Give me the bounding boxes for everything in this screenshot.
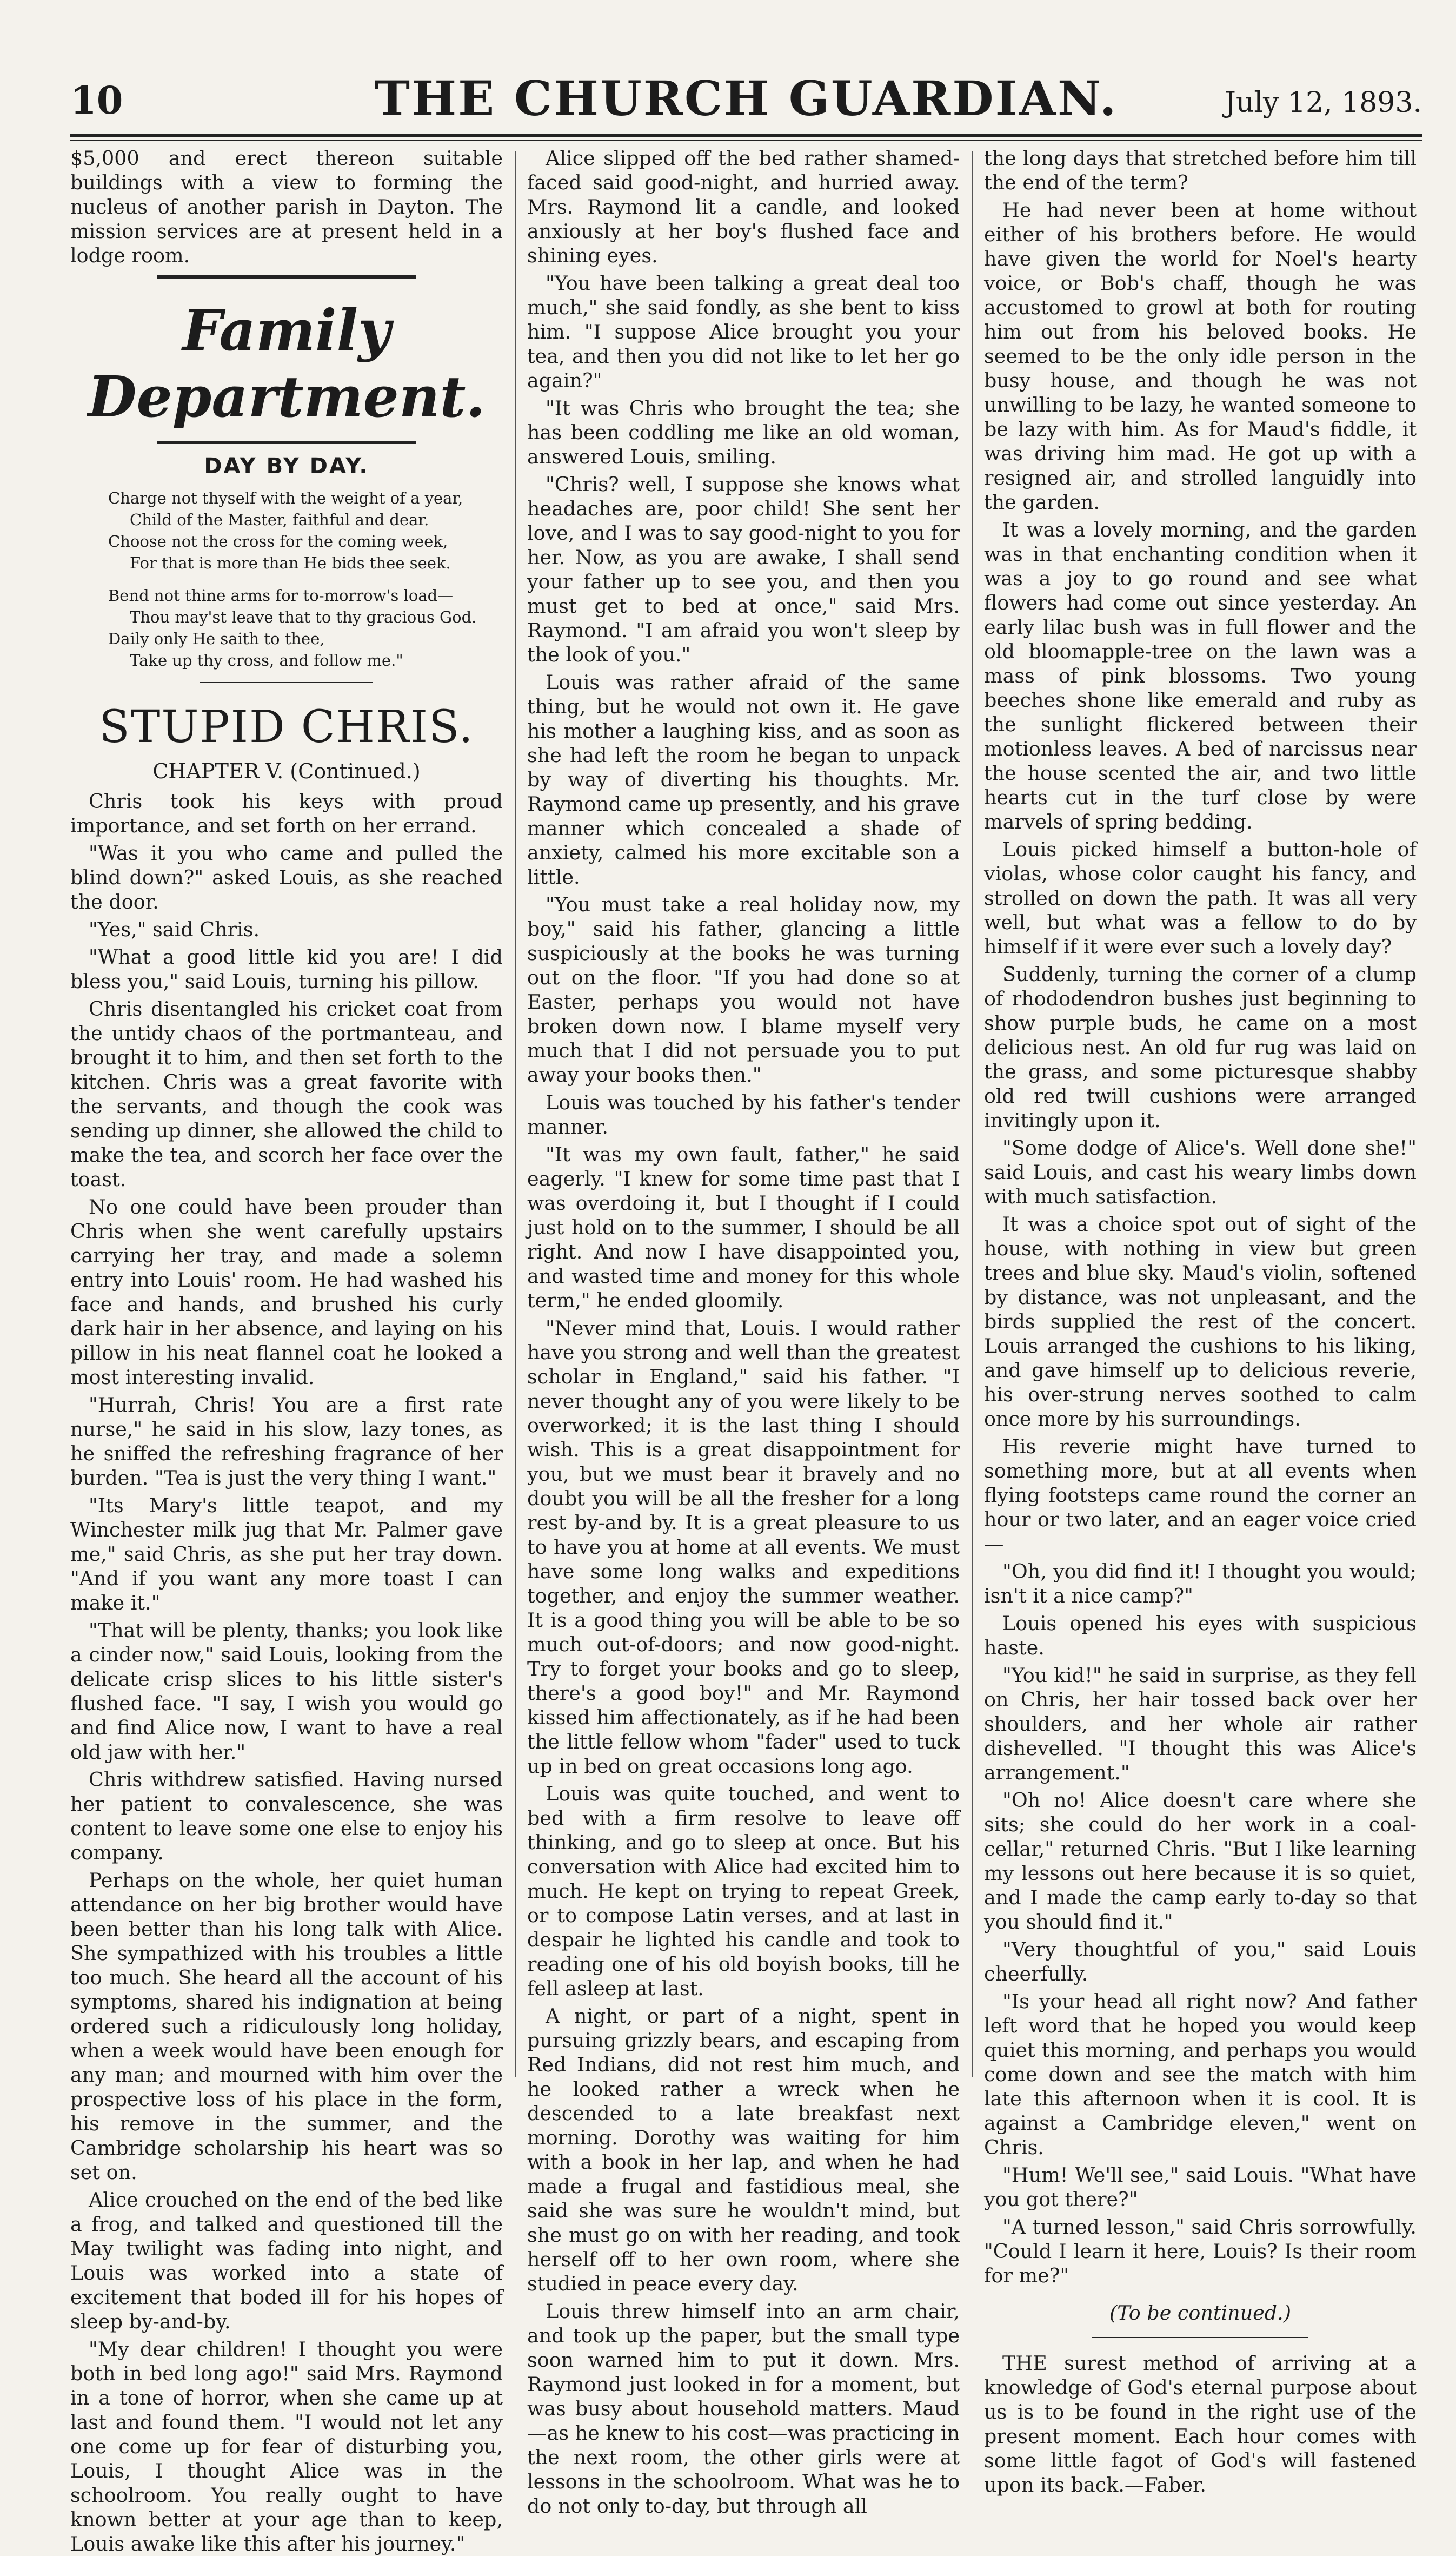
paragraph: Louis was quite touched, and went to bed with a firm resolve to leave off thinking, and go to sleep at once. But his conversation with Alice had excited him to much. He kept on trying to repeat Greek, or to compose Latin verses, and at last in despair he lighted his candle and took to reading one of his old boyish books, till he fell asleep at last. (527, 1782, 960, 2000)
paragraph: No one could have been prouder than Chris when she went carefully upstairs carrying her tray, and made a solemn entry into Louis' room. He had washed his face and hands, and brushed his curly dark hair in her absence, and laying on his pillow in his neat flannel coat he looked a most interesting invalid. (70, 1195, 503, 1389)
poem-stanza-1 (70, 487, 503, 574)
paragraph: "Its Mary's little teapot, and my Winchester milk jug that Mr. Palmer gave me," said Chris, as she put her tray down. "And if you want any more toast I can make it." (70, 1494, 503, 1614)
department-heading: Family Department. (88, 297, 486, 430)
paragraph: Louis was rather afraid of the same thing, but he would not own it. He gave his mother a laughing kiss, and as soon as she had left the room he began to unpack by way of diverting his thoughts. Mr. Raymond came up presently, and his grave manner which concealed a shade of anxiety, calmed his more excitable son a little. (527, 671, 960, 889)
paragraph: Suddenly, turning the corner of a clump of rhododendron bushes just beginning to show purple buds, he came on a most delicious nest. An old fur rug was laid on the grass, and some picturesque shabby old red twill cushions were arranged invitingly upon it. (984, 963, 1417, 1132)
paragraph: Perhaps on the whole, her quiet human attendance on her big brother would have been better than his long talk with Alice. She sympathized with his troubles a little too much. She heard all the account of his symptoms, shared his indignation at being ordered such a ridiculously long holiday, when a week would have been enough for any man; and mourned with him over the prospective loss of his place in the form, his remove in the summer, and the Cambridge scholarship his heart was so set on. (70, 1869, 503, 2184)
section-rule (1092, 2337, 1308, 2339)
paragraph: It was a lovely morning, and the garden was in that enchanting condition when it was a joy to go round and see what flowers had come out since yesterday. An early lilac bush was in full flower and the old bloomapple-tree on the lawn was a mass of pink blossoms. Two young beeches shone like emerald and ruby as the sunlight flickered between their motionless leaves. A bed of narcissus near the house scented the air, and two little hearts cut in the turf close by were marvels of spring bedding. (984, 518, 1417, 833)
poem-line: For that is more than He bids thee seek. (130, 554, 451, 572)
column-2 (527, 146, 960, 2518)
paragraph: A night, or part of a night, spent in pursuing grizzly bears, and escaping from Red Indians, did not rest him much, and he looked rather a wreck when he descended to a late breakfast next morning. Dorothy was waiting for him with a book in her lap, and when he had made a frugal and fastidious meal, she said she was sure he wouldn't mind, but she must go on with her reading, and took herself off to her own room, where she studied in peace every day. (527, 2004, 960, 2295)
paragraph: "Was it you who came and pulled the blind down?" asked Louis, as she reached the door. (70, 842, 503, 913)
poem-line: Thou may'st leave that to thy gracious God. (130, 608, 477, 626)
poem-line: Charge not thyself with the weight of a year, (108, 489, 463, 507)
page-number: 10 (70, 78, 123, 123)
paragraph: Chris took his keys with proud importance, and set forth on her errand. (70, 790, 503, 837)
issue-date: July 12, 1893. (1225, 87, 1422, 119)
paragraph: His reverie might have turned to something more, but at all events when flying footsteps came round the corner an hour or two later, and an eager voice cried— (984, 1435, 1417, 1555)
paragraph: He had never been at home without either of his brothers before. He would have given the world for Noel's hearty voice, or Bob's chaff, though he was accustomed to growl at both for routing him out from his beloved books. He seemed to be the only idle person in the busy house, and though he was not unwilling to be lazy, he wanted someone to be lazy with him. As for Maud's fiddle, it was driving him mad. He got up with a resigned air, and strolled languidly into the garden. (984, 198, 1417, 514)
paragraph: "Some dodge of Alice's. Well done she!" said Louis, and cast his weary limbs down with much satisfaction. (984, 1136, 1417, 1208)
paragraph: Alice crouched on the end of the bed like a frog, and talked and questioned till the May twilight was fading into night, and Louis was worked into a state of excitement that boded ill for his hopes of sleep by-and-by. (70, 2188, 503, 2333)
poem-line: Child of the Master, faithful and dear. (130, 511, 429, 529)
paragraph: "Hum! We'll see," said Louis. "What have you got there?" (984, 2163, 1417, 2211)
paragraph: "Hurrah, Chris! You are a first rate nurse," he said in his slow, lazy tones, as he sniffed the refreshing fragrance of her burden. "Tea is just the very thing I want." (70, 1393, 503, 1489)
poem-line: Choose not the cross for the coming week, (108, 532, 448, 551)
intro-paragraph: $5,000 and erect thereon suitable buildings with a view to forming the nucleus of another parish in Dayton. The mission services are at present held in a lodge room. (70, 147, 503, 267)
paragraph: "That will be plenty, thanks; you look like a cinder now," said Louis, looking from the delicate crisp slices to his little sister's flushed face. "I say, I wish you would go and find Alice now, I want to have a real old jaw with her." (70, 1619, 503, 1764)
paragraph: Louis threw himself into an arm chair, and took up the paper, but the small type soon warned him to put it down. Mrs. Raymond just looked in for a moment, but was busy about household matters. Maud—as he knew to his cost—was practicing in the next room, the other girls were at lessons in the schoolroom. What was he to do not only to-day, but through all (527, 2300, 960, 2518)
masthead-rule (70, 134, 1422, 137)
paragraph: "A turned lesson," said Chris sorrowfully. "Could I learn it here, Louis? Is their room for me?" (984, 2215, 1417, 2287)
story-title: STUPID CHRIS. (99, 701, 474, 753)
masthead (70, 70, 1422, 130)
paragraph: "Very thoughtful of you," said Louis cheerfully. (984, 1938, 1417, 1985)
masthead-rule-thin (70, 140, 1422, 141)
paragraph: "Oh no! Alice doesn't care where she sits; she could do her work in a coal-cellar," returned Chris. "But I like learning my lessons out here because it is so quiet, and I made the camp early to-day so that you should find it." (984, 1789, 1417, 1933)
to-be-continued: (To be continued.) (1109, 2301, 1291, 2325)
poem-line: Take up thy cross, and follow me." (130, 651, 403, 670)
poem-line: Bend not thine arms for to-morrow's load— (108, 586, 454, 605)
paragraph: "You have been talking a great deal too much," she said fondly, as she bent to kiss him. "I suppose Alice brought you your tea, and then you did not like to let her go again?" (527, 272, 960, 392)
column-1 (70, 146, 503, 2555)
paragraph: Louis opened his eyes with suspicious haste. (984, 1612, 1417, 1659)
paragraph: Chris withdrew satisfied. Having nursed her patient to convalescence, she was content to leave some one else to enjoy his company. (70, 1768, 503, 1864)
paragraph: "You kid!" he said in surprise, as they fell on Chris, her hair tossed back over her shoulders, and her whole air rather dishevelled. "I thought this was Alice's arrangement." (984, 1664, 1417, 1784)
story-body-col1 (70, 789, 503, 2556)
paragraph: "Oh, you did find it! I thought you would; isn't it a nice camp?" (984, 1560, 1417, 1607)
paragraph: Louis was touched by his father's tender manner. (527, 1091, 960, 1138)
paragraph: It was a choice spot out of sight of the house, with nothing in view but green trees and blue sky. Maud's violin, softened by distance, was not unpleasant, and the birds supplied the rest of the concert. Louis arranged the cushions to his liking, and gave himself up to delicious reverie, his over-strung nerves soothed to calm once more by his surroundings. (984, 1213, 1417, 1431)
paragraph: "Chris? well, I suppose she knows what headaches are, poor child! She sent her love, and I was to say good-night to you for her. Now, as you are awake, I shall send your father up to see you, and then you must get to bed at once," said Mrs. Raymond. "I am afraid you won't sleep by the look of you." (527, 473, 960, 666)
paragraph: Alice slipped off the bed rather shamed-faced said good-night, and hurried away. Mrs. Raymond lit a candle, and looked anxiously at her boy's flushed face and shining eyes. (527, 147, 960, 267)
paragraph: "What a good little kid you are! I did bless you," said Louis, turning his pillow. (70, 945, 503, 993)
poem-title: DAY BY DAY. (204, 454, 369, 479)
chapter-heading: CHAPTER V. (Continued.) (152, 759, 421, 783)
paragraph: "My dear children! I thought you were both in bed long ago!" said Mrs. Raymond in a tone of horror, when she came up at last and found them. "I would not let any one come up for fear of disturbing you, Louis, I thought Alice was in the schoolroom. You really ought to have known better at your age than to keep, Louis awake like this after his journey." (70, 2338, 503, 2555)
closing-quote: THE surest method of arriving at a knowledge of God's eternal purpose about us is to be found in the right use of the present moment. Each hour comes with some little fagot of God's will fastened upon its back.—Faber. (984, 2352, 1417, 2497)
section-rule (157, 441, 416, 444)
poem-line: Daily only He saith to thee, (108, 630, 325, 648)
poem-stanza-2 (70, 585, 503, 671)
newspaper-title: THE CHURCH GUARDIAN. (374, 70, 1118, 127)
column-divider (972, 151, 973, 2077)
paragraph: "You must take a real holiday now, my boy," said his father, glancing a little suspiciously at the books he was turning out on the floor. "If you had done so at Easter, perhaps you would not have broken down now. I blame myself very much that I did not persuade you to put away your books then." (527, 893, 960, 1087)
paragraph: Chris disentangled his cricket coat from the untidy chaos of the portmanteau, and brought it to him, and then set forth to the kitchen. Chris was a great favorite with the servants, and though the cook was sending up dinner, she allowed the child to make the tea, and scorch her face over the toast. (70, 997, 503, 1191)
paragraph: the long days that stretched before him till the end of the term? (984, 147, 1417, 194)
paragraph: "Never mind that, Louis. I would rather have you strong and well than the greatest scholar in England," said his father. "I never thought any of you were likely to be overworked; it is the last thing I should wish. This is a great disappointment for you, but we must bear it bravely and no doubt you will be all the fresher for a long rest by-and by. It is a great pleasure to us to have you at home at all events. We must have some long walks and expeditions together, and enjoy the summer weather. It is a good thing you will be able to be so much out-of-doors; and now good-night. Try to forget your books and go to sleep, there's a good boy!" and Mr. Raymond kissed him affectionately, as if he had been the little fellow whom "fader" used to tuck up in bed on great occasions long ago. (527, 1316, 960, 1778)
section-rule (200, 682, 373, 683)
column-divider (515, 151, 516, 2077)
paragraph: "It was my own fault, father," he said eagerly. "I knew for some time past that I was overdoing it, but I thought if I could just hold on to the summer, I should be all right. And now I have disappointed you, and wasted time and money for this whole term," he ended gloomily. (527, 1143, 960, 1312)
paragraph: "Yes," said Chris. (89, 918, 260, 941)
paragraph: "Is your head all right now? And father left word that he hoped you would keep quiet this morning, and perhaps you would come down and see the match with him late this afternoon when it is cool. It is against a Cambridge eleven," went on Chris. (984, 1990, 1417, 2159)
column-3 (984, 146, 1417, 2497)
paragraph: "It was Chris who brought the tea; she has been coddling me like an old woman, answered Louis, smiling. (527, 396, 960, 468)
section-rule (157, 275, 416, 279)
paragraph: Louis picked himself a button-hole of violas, whose color caught his fancy, and strolled on down the path. It was all very well, but what was a fellow to do by himself if it were ever such a lovely day? (984, 838, 1417, 958)
